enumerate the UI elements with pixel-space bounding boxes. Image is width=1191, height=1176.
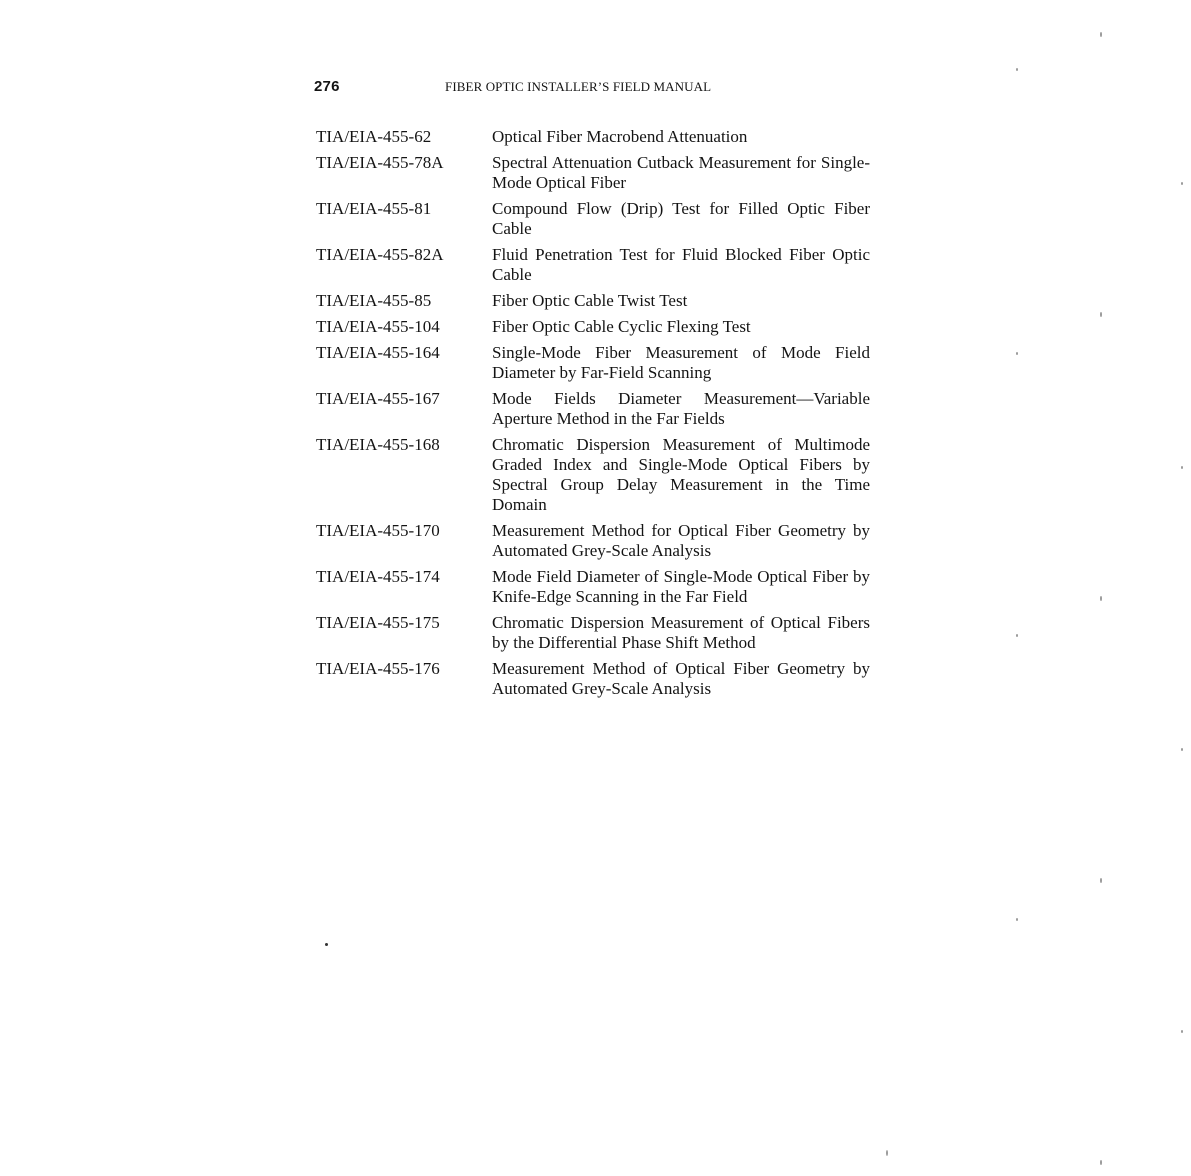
scan-speck <box>1181 182 1183 185</box>
standard-entry <box>316 435 876 515</box>
standard-entry <box>316 317 876 337</box>
scan-speck <box>1016 918 1018 921</box>
standard-code: TIA/EIA-455-82A <box>316 245 444 264</box>
scan-speck <box>1016 68 1018 71</box>
standard-title: Optical Fiber Macrobend Attenuation <box>492 127 748 146</box>
standard-entry <box>316 343 876 383</box>
standards-list <box>316 127 876 705</box>
standard-code: TIA/EIA-455-174 <box>316 567 440 586</box>
scan-speck <box>1100 312 1102 317</box>
standard-title: Single-Mode Fiber Measurement of Mode Field Diameter by Far-Field Scanning <box>492 343 870 382</box>
standard-title: Measurement Method for Optical Fiber Geometry by Automated Grey-Scale Analysis <box>492 521 870 560</box>
standard-code: TIA/EIA-455-78A <box>316 153 444 172</box>
standard-entry <box>316 521 876 561</box>
standard-entry <box>316 659 876 699</box>
running-head: FIBER OPTIC INSTALLER’S FIELD MANUAL <box>445 79 712 94</box>
standard-title: Fiber Optic Cable Cyclic Flexing Test <box>492 317 751 336</box>
standard-entry <box>316 245 876 285</box>
standard-code: TIA/EIA-455-175 <box>316 613 440 632</box>
standard-code: TIA/EIA-455-168 <box>316 435 440 454</box>
scan-speck <box>1100 1160 1102 1165</box>
standard-title: Spectral Attenuation Cutback Measurement for Single-Mode Optical Fiber <box>492 153 870 192</box>
scan-speck <box>1016 352 1018 355</box>
page-number: 276 <box>314 78 340 95</box>
scan-speck <box>1100 32 1102 37</box>
standard-title: Mode Field Diameter of Single-Mode Optical Fiber by Knife-Edge Scanning in the Far Field <box>492 567 870 606</box>
standard-entry <box>316 389 876 429</box>
standard-code: TIA/EIA-455-164 <box>316 343 440 362</box>
standard-title: Chromatic Dispersion Measurement of Optical Fibers by the Differential Phase Shift Method <box>492 613 870 652</box>
standard-code: TIA/EIA-455-167 <box>316 389 440 408</box>
standard-code: TIA/EIA-455-170 <box>316 521 440 540</box>
standard-entry <box>316 153 876 193</box>
standard-entry <box>316 199 876 239</box>
standard-code: TIA/EIA-455-176 <box>316 659 440 678</box>
standard-title: Fiber Optic Cable Twist Test <box>492 291 688 310</box>
standard-title: Mode Fields Diameter Measurement—Variable Aperture Method in the Far Fields <box>492 389 870 428</box>
standard-title: Measurement Method of Optical Fiber Geometry by Automated Grey-Scale Analysis <box>492 659 870 698</box>
scan-speck <box>1181 466 1183 469</box>
scan-speck <box>1100 878 1102 883</box>
standard-code: TIA/EIA-455-85 <box>316 291 432 310</box>
standard-code: TIA/EIA-455-62 <box>316 127 432 146</box>
standard-entry <box>316 567 876 607</box>
standard-title: Chromatic Dispersion Measurement of Multimode Graded Index and Single-Mode Optical Fibers by Spectral Group Delay Measurement in the Time Domain <box>492 435 870 514</box>
standard-title: Compound Flow (Drip) Test for Filled Optic Fiber Cable <box>492 199 870 238</box>
standard-title: Fluid Penetration Test for Fluid Blocked Fiber Optic Cable <box>492 245 870 284</box>
standard-code: TIA/EIA-455-81 <box>316 199 432 218</box>
standard-code: TIA/EIA-455-104 <box>316 317 440 336</box>
scan-speck <box>1181 748 1183 751</box>
standard-entry <box>316 127 876 147</box>
scan-speck <box>325 943 328 946</box>
scan-speck <box>1100 596 1102 601</box>
scan-speck <box>1181 1030 1183 1033</box>
scan-speck <box>886 1150 888 1156</box>
standard-entry <box>316 613 876 653</box>
standard-entry <box>316 291 876 311</box>
scan-speck <box>1016 634 1018 637</box>
